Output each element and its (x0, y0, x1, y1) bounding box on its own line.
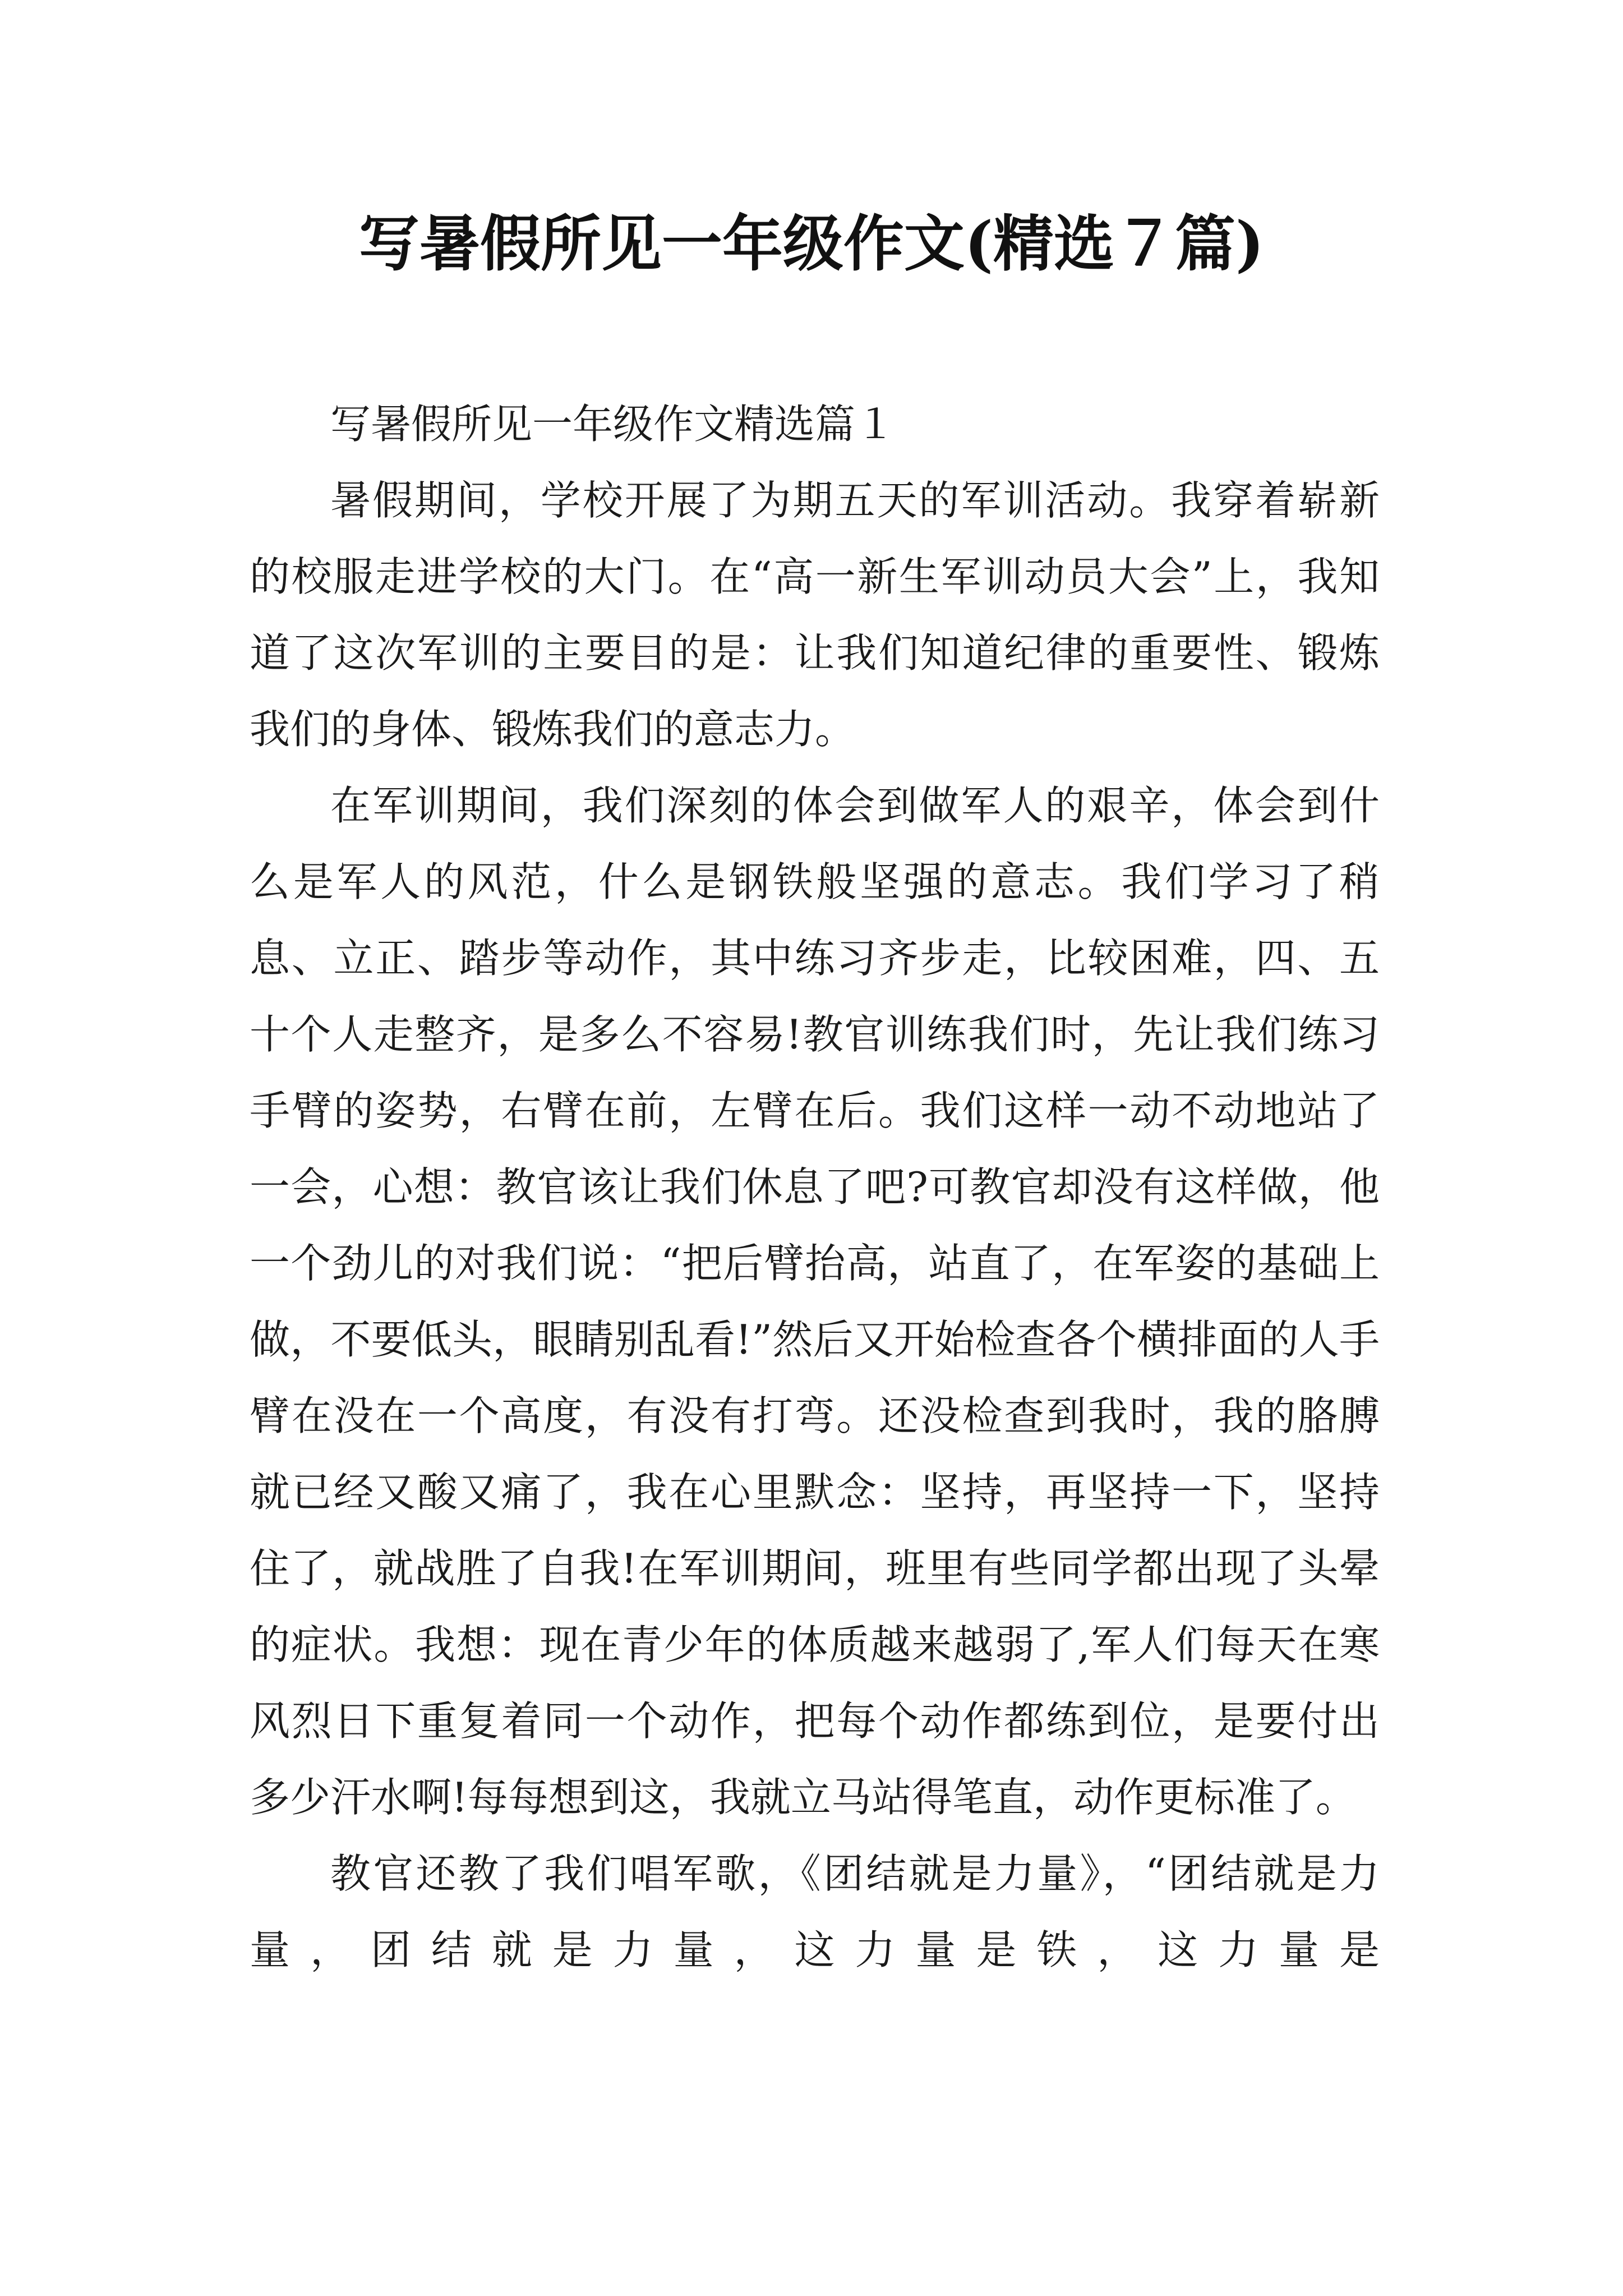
paragraph: 在军训期间，我们深刻的体会到做军人的艰辛，体会到什么是军人的风范，什么是钢铁般坚强的意志。我们学习了稍息、立正、踏步等动作，其中练习齐步走，比较困难，四、五十个人走整齐，是多么不容易!教官训练我们时，先让我们练习手臂的姿势，右臂在前，左臂在后。我们这样一动不动地站了一会，心想：教官该让我们休息了吧?可教官却没有这样做，他一个劲儿的对我们说：“把后臂抬高，站直了，在军姿的基础上做，不要低头，眼睛别乱看!”然后又开始检查各个横排面的人手臂在没在一个高度，有没有打弯。还没检查到我时，我的胳膊就已经又酸又痛了，我在心里默念：坚持，再坚持一下，坚持住了，就战胜了自我!在军训期间，班里有些同学都出现了头晕的症状。我想：现在青少年的体质越来越弱了,军人们每天在寒风烈日下重复着同一个动作，把每个动作都练到位，是要付出多少汗水啊!每每想到这，我就立马站得笔直，动作更标准了。 (250, 782, 1380, 1821)
page-title: 写暑假所见一年级作文(精选７篇) (358, 209, 1265, 279)
paragraph: 暑假期间，学校开展了为期五天的军训活动。我穿着崭新的校服走进学校的大门。在“高一新生军训动员大会”上，我知道了这次军训的主要目的是：让我们知道纪律的重要性、锻炼我们的身体、锻炼我们的意志力。 (250, 477, 1380, 753)
section-heading: 写暑假所见一年级作文精选篇１ (330, 401, 896, 448)
article-body (250, 386, 1380, 1988)
paragraph: 教官还教了我们唱军歌，《团结就是力量》，“团结就是力量，团结就是力量，这力量是铁，这力量是 (250, 1850, 1380, 1973)
